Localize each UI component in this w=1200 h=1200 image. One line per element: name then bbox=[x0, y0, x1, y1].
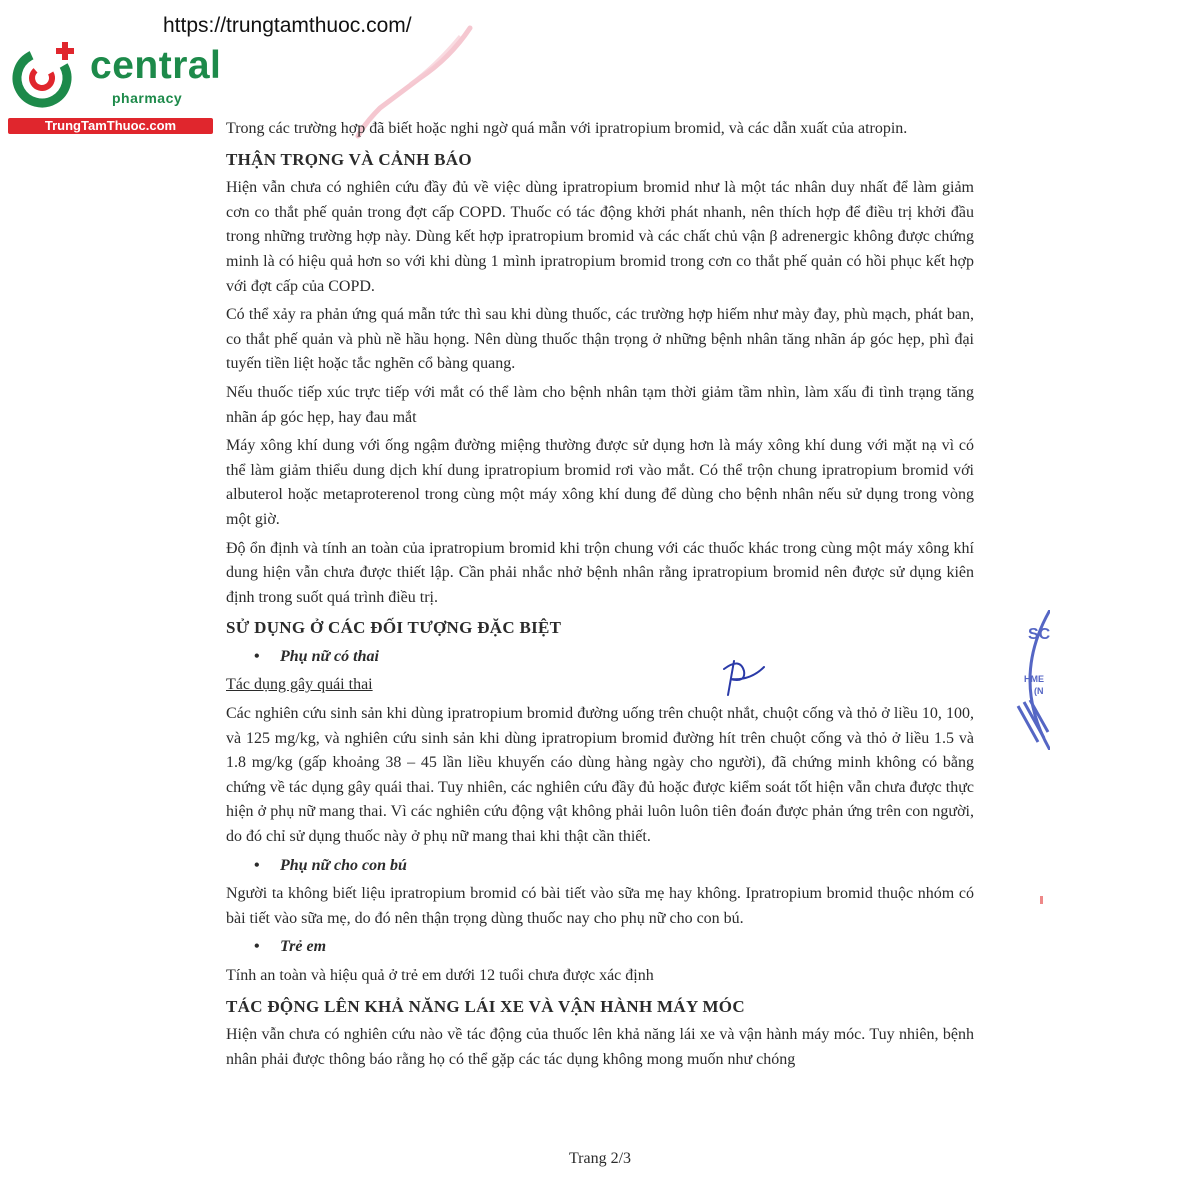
warnings-paragraph-1: Hiện vẫn chưa có nghiên cứu đầy đủ về việc dùng ipratropium bromid như là một tác nhân duy nhất để làm giảm cơn co thắt phế quản trong đợt cấp COPD. Thuốc có tác động khởi phát nhanh, nên thích hợp để điều trị khởi đầu trong những trường hợp này. Dùng kết hợp ipratropium bromid và các chất chủ vận β adrenergic không được chứng minh là có hiệu quả hơn so với khi dùng 1 mình ipratropium bromid trong cơn co thắt phế quản có hồi phục kết hợp với đợt cấp của COPD. bbox=[226, 179, 974, 295]
children-paragraph: Tính an toàn và hiệu quả ở trẻ em dưới 12 tuổi chưa được xác định bbox=[226, 967, 654, 984]
warnings-paragraph-2: Có thể xảy ra phản ứng quá mẫn tức thì sau khi dùng thuốc, các trường hợp hiếm như mày đay, phù mạch, phát ban, co thắt phế quản và phù nề hầu họng. Nên dùng thuốc thận trọng ở những bệnh nhân tăng nhãn áp góc hẹp, phì đại tuyến tiền liệt hoặc tắc nghẽn cổ bàng quang. bbox=[226, 306, 974, 373]
source-url[interactable]: https://trungtamthuoc.com/ bbox=[163, 14, 412, 37]
stamp-text-1: SC bbox=[1028, 626, 1050, 643]
section-heading-driving: TÁC ĐỘNG LÊN KHẢ NĂNG LÁI XE VÀ VẬN HÀNH MÁY MÓC bbox=[226, 996, 745, 1016]
bullet-icon: • bbox=[254, 938, 260, 956]
breastfeeding-paragraph: Người ta không biết liệu ipratropium bromid có bài tiết vào sữa mẹ hay không. Ipratropium bromid thuộc nhóm có bài tiết vào sữa mẹ, do đó nên thận trọng dùng thuốc nay cho phụ nữ cho con bú. bbox=[226, 885, 974, 927]
bullet-pregnancy bbox=[254, 645, 974, 670]
bullet-breastfeeding bbox=[254, 854, 974, 879]
pharmacy-logo-icon bbox=[8, 38, 88, 118]
warnings-paragraph-4: Máy xông khí dung với ống ngậm đường miệng thường được sử dụng hơn là máy xông khí dung với mặt nạ vì có thể làm giảm thiểu dung dịch khí dung ipratropium bromid rơi vào mắt. Có thể trộn chung ipratropium bromid với albuterol hoặc metaproterenol trong cùng một máy xông khí dung để dùng cho bệnh nhân nếu sử dụng trong vòng một giờ. bbox=[226, 437, 974, 528]
bullet-label: Trẻ em bbox=[280, 938, 327, 956]
driving-paragraph: Hiện vẫn chưa có nghiên cứu nào về tác động của thuốc lên khả năng lái xe và vận hành máy móc. Tuy nhiên, bệnh nhân phải được thông báo rằng họ có thể gặp các tác dụng không mong muốn như chóng bbox=[226, 1026, 974, 1068]
section-heading-special-groups: SỬ DỤNG Ở CÁC ĐỐI TƯỢNG ĐẶC BIỆT bbox=[226, 618, 562, 638]
company-stamp bbox=[1008, 610, 1050, 750]
logo-banner: TrungTamThuoc.com bbox=[8, 118, 213, 134]
bullet-icon: • bbox=[254, 647, 260, 665]
stamp-text-3: (N bbox=[1034, 686, 1044, 696]
bullet-children bbox=[254, 935, 974, 960]
stamp-text-2: HME bbox=[1024, 674, 1044, 684]
logo-brand-text: central bbox=[90, 44, 222, 87]
contraindication-paragraph: Trong các trường hợp đã biết hoặc nghi ngờ quá mẫn với ipratropium bromid, và các dẫn xuất của atropin. bbox=[226, 120, 908, 137]
pregnancy-paragraph: Các nghiên cứu sinh sản khi dùng ipratropium bromid đường uống trên chuột nhắt, chuột cống và thỏ ở liều 10, 100, và 125 mg/kg, và nghiên cứu sinh sản khi dùng ipratropium bromid đường hít trên chuột cống và thỏ ở liều 1.5 và 1.8 mg/kg (gấp khoảng 38 – 45 lần liều khuyến cáo dùng hàng ngày cho người), đã chứng minh không có bằng chứng về tác dụng gây quái thai. Tuy nhiên, các nghiên cứu đầy đủ hoặc được kiểm soát tốt hiện vẫn chưa được thực hiện ở phụ nữ mang thai. Vì các nghiên cứu động vật không phải luôn luôn tiên đoán được phản ứng trên con người, do đó chỉ sử dụng thuốc này ở phụ nữ mang thai khi thật cần thiết. bbox=[226, 705, 974, 846]
section-heading-warnings: THẬN TRỌNG VÀ CẢNH BÁO bbox=[226, 149, 472, 169]
bullet-icon: • bbox=[254, 856, 260, 874]
warnings-paragraph-3: Nếu thuốc tiếp xúc trực tiếp với mắt có thể làm cho bệnh nhân tạm thời giảm tầm nhìn, làm xấu đi tình trạng tăng nhãn áp góc hẹp, hay đau mắt bbox=[226, 383, 974, 426]
logo-sub-text: pharmacy bbox=[112, 90, 183, 106]
handwritten-signature bbox=[720, 655, 770, 701]
document-body bbox=[226, 117, 974, 1076]
bullet-label: Phụ nữ có thai bbox=[280, 647, 379, 665]
margin-mark bbox=[1040, 896, 1043, 904]
bullet-label: Phụ nữ cho con bú bbox=[280, 856, 407, 874]
warnings-paragraph-5: Độ ổn định và tính an toàn của ipratropium bromid khi trộn chung với các thuốc khác trong cùng một máy xông khí dung hiện vẫn chưa được thiết lập. Cần phải nhắc nhở bệnh nhân rằng ipratropium bromid nên được sử dụng kiên định trong suốt quá trình điều trị. bbox=[226, 539, 974, 606]
central-pharmacy-logo[interactable] bbox=[8, 38, 222, 136]
page-number: Trang 2/3 bbox=[568, 1150, 632, 1167]
subheading-teratogenic: Tác dụng gây quái thai bbox=[226, 676, 373, 694]
